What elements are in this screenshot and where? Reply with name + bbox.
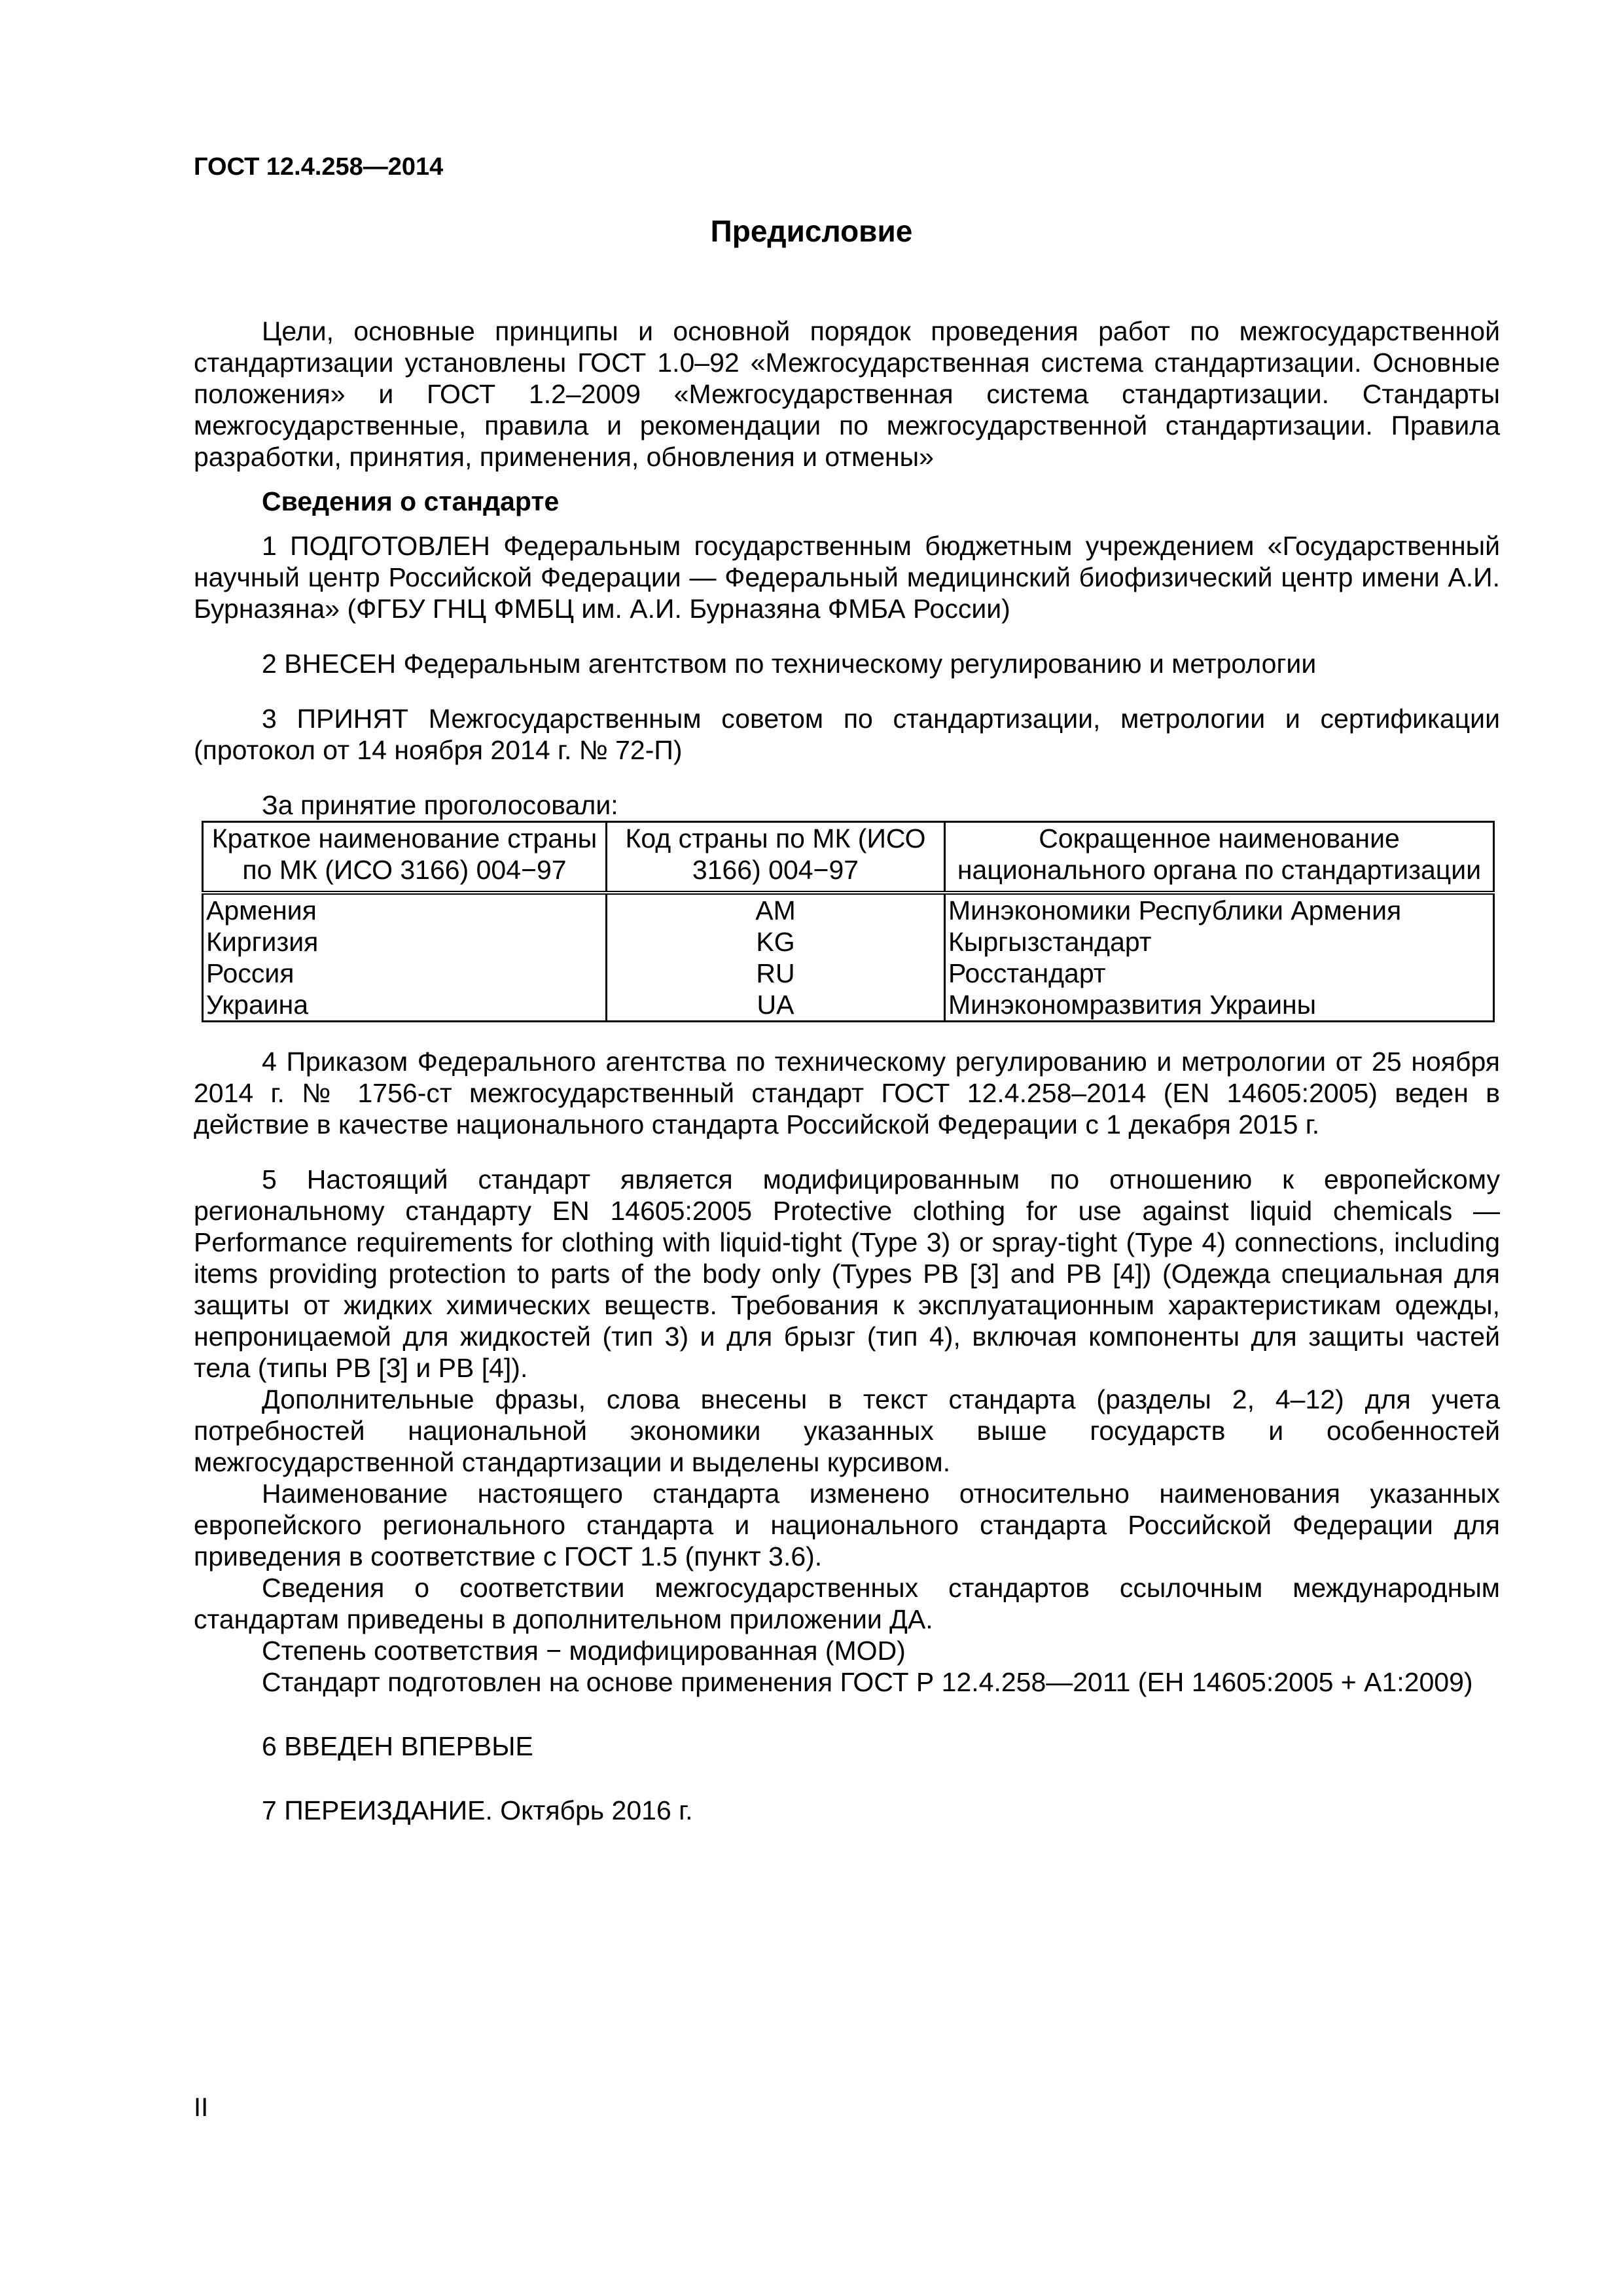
page-number: II — [194, 2093, 209, 2122]
column-header-code: Код страны по МК (ИСО 3166) 004−97 — [607, 822, 945, 893]
intro-paragraph: Цели, основные принципы и основной порядок проведения работ по межгосударственной стандартизации установлены ГОСТ 1.0–92 «Межгосударственная система стандартизации. Основные положения» и ГОСТ 1.2–2009 «Межгосударственная система стандартизации. Стандарты межгосударственные, правила и рекомендации по межгосударственной стандартизации. Правила разработки, принятия, применения, обновления и отмены» — [194, 316, 1500, 472]
votes-table — [202, 821, 1495, 1022]
document-code-header: ГОСТ 12.4.258—2014 — [194, 153, 444, 181]
cell-body: Росстандарт — [945, 958, 1494, 989]
item-5: 5 Настоящий стандарт является модифицированным по отношению к европейскому региональному стандарту EN 14605:2005 Protective clothing for use against liquid chemicals — Performance requirements for clothing with liquid-tight (Type 3) or spray-tight (Type 4) connections, including items providing protection to parts of the body only (Types PB [3] and PB [4]) (Одежда специальная для защиты от жидких химических веществ. Требования к эксплуатационным характеристикам одежды, непроницаемой для жидкостей (тип 3) и для брызг (тип 4), включая компоненты для защиты частей тела (типы PB [3] и PB [4]). — [194, 1164, 1500, 1383]
item-1: 1 ПОДГОТОВЛЕН Федеральным государственным бюджетным учреждением «Государственный научный центр Российской Федерации — Федеральный медицинский биофизический центр имени А.И. Бурназяна» (ФГБУ ГНЦ ФМБЦ им. А.И. Бурназяна ФМБА России) — [194, 531, 1500, 624]
spacer — [194, 517, 1500, 530]
spacer — [194, 679, 1500, 703]
item-5-references: Сведения о соответствии межгосударственных стандартов ссылочным международным стандартам приведены в дополнительном приложении ДА. — [194, 1573, 1500, 1634]
spacer — [194, 1022, 1500, 1046]
item-4: 4 Приказом Федерального агентства по техническому регулированию и метрологии от 25 ноября 2014 г. № 1756-ст межгосударственный стандарт ГОСТ 12.4.258–2014 (EN 14605:2005) веден в действие в качестве национального стандарта Российской Федерации с 1 декабря 2015 г. — [194, 1047, 1500, 1139]
item-5-additional-phrases: Дополнительные фразы, слова внесены в текст стандарта (разделы 2, 4–12) для учета потребностей национальной экономики указанных выше государств и особенностей межгосударственной стандартизации и выделены курсивом. — [194, 1384, 1500, 1477]
cell-body: Кыргызстандарт — [945, 926, 1494, 958]
table-row — [203, 893, 1494, 926]
cell-country: Украина — [203, 989, 607, 1022]
section-heading: Сведения о стандарте — [262, 486, 560, 516]
document-body — [194, 315, 1500, 1826]
cell-code: KG — [607, 926, 945, 958]
cell-body: Минэкономики Республики Армения — [945, 893, 1494, 926]
item-6: 6 ВВЕДЕН ВПЕРВЫЕ — [262, 1731, 533, 1761]
spacer — [194, 1698, 1500, 1731]
spacer — [194, 766, 1500, 789]
item-5-basis: Стандарт подготовлен на основе применения ГОСТ Р 12.4.258—2011 (ЕН 14605:2005 + А1:2009) — [262, 1667, 1473, 1697]
table-row — [203, 989, 1494, 1022]
item-5-name-change: Наименование настоящего стандарта изменено относительно наименования указанных европейского регионального стандарта и национального стандарта Российской Федерации для приведения в соответствие с ГОСТ 1.5 (пункт 3.6). — [194, 1479, 1500, 1571]
cell-body: Минэкономразвития Украины — [945, 989, 1494, 1022]
item-3: 3 ПРИНЯТ Межгосударственным советом по стандартизации, метрологии и сертификации (протокол от 14 ноября 2014 г. № 72-П) — [194, 704, 1500, 765]
spacer — [194, 473, 1500, 486]
item-2: 2 ВНЕСЕН Федеральным агентством по техническому регулированию и метрологии — [262, 649, 1317, 679]
cell-country: Киргизия — [203, 926, 607, 958]
column-header-country: Краткое наименование страны по МК (ИСО 3166) 004−97 — [203, 822, 607, 893]
table-header-row — [203, 822, 1494, 893]
item-7: 7 ПЕРЕИЗДАНИЕ. Октябрь 2016 г. — [262, 1795, 693, 1825]
cell-country: Россия — [203, 958, 607, 989]
table-row — [203, 926, 1494, 958]
spacer — [194, 1140, 1500, 1164]
cell-code: RU — [607, 958, 945, 989]
column-header-body: Сокращенное наименование национального органа по стандартизации — [945, 822, 1494, 893]
page-title: Предисловие — [710, 214, 913, 248]
cell-code: AM — [607, 893, 945, 926]
table-row — [203, 958, 1494, 989]
cell-country: Армения — [203, 893, 607, 926]
cell-code: UA — [607, 989, 945, 1022]
votes-label: За принятие проголосовали: — [262, 790, 618, 820]
spacer — [194, 624, 1500, 648]
spacer — [194, 1762, 1500, 1795]
item-5-degree: Степень соответствия − модифицированная (MOD) — [262, 1636, 906, 1666]
